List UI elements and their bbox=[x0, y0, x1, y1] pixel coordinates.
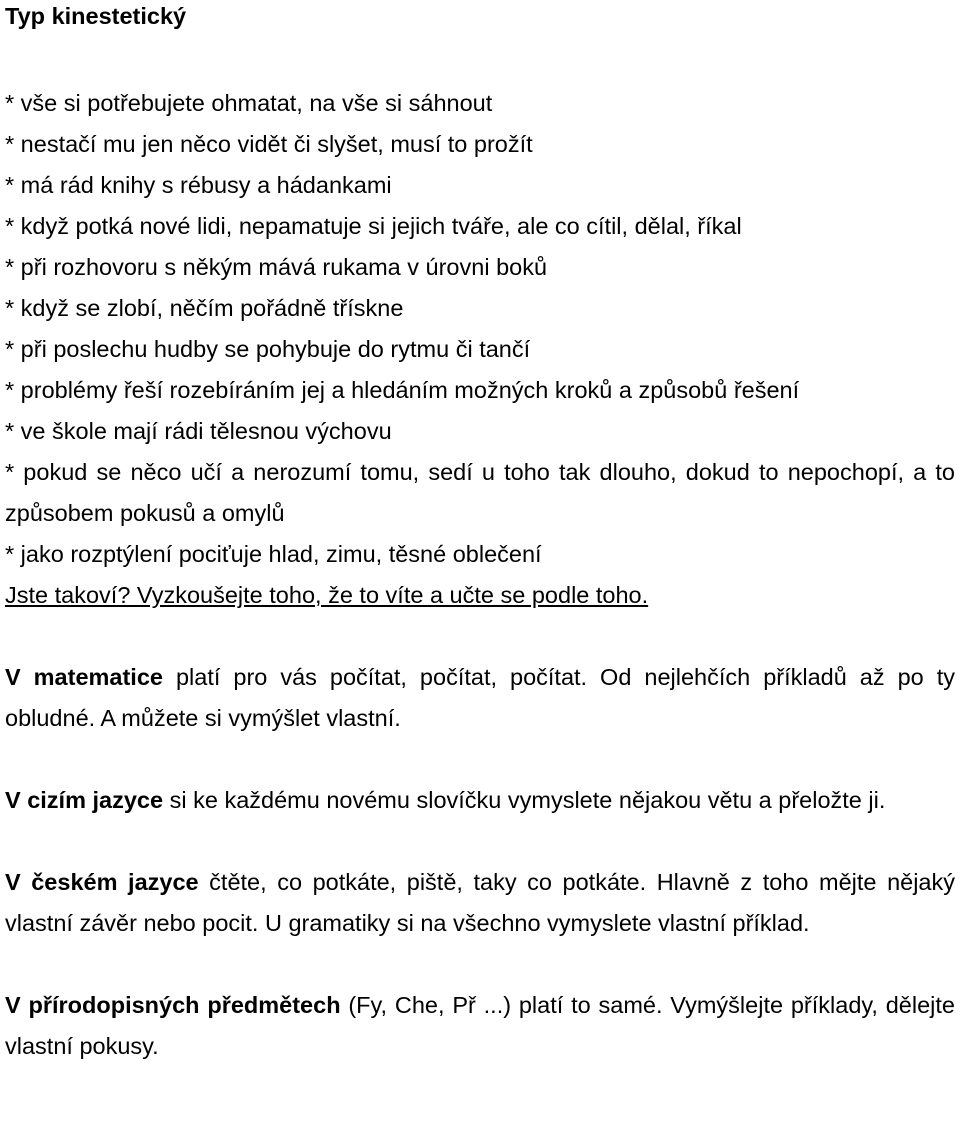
list-item: * když potká nové lidi, nepamatuje si jejich tváře, ale co cítil, dělal, říkal bbox=[5, 213, 742, 239]
list-item: * pokud se něco učí a nerozumí tomu, sedí u toho tak dlouho, dokud to nepochopí, a to způsobem pokusů a omylů bbox=[5, 459, 955, 526]
paragraph-foreign-language bbox=[5, 780, 955, 821]
paragraph-czech-language bbox=[5, 862, 955, 944]
list-item: * vše si potřebujete ohmatat, na vše si sáhnout bbox=[5, 90, 493, 116]
document-title: Typ kinestetický bbox=[5, 3, 187, 29]
list-item: * ve škole mají rádi tělesnou výchovu bbox=[5, 418, 392, 444]
paragraph-heading: V přírodopisných předmětech bbox=[5, 992, 341, 1018]
paragraph-text: si ke každému novému slovíčku vymyslete nějakou větu a přeložte ji. bbox=[163, 787, 886, 813]
paragraph-science bbox=[5, 985, 955, 1067]
paragraph-text: (Fy, Che, Př ...) platí to samé. Vymýšlejte příklady, dělejte vlastní pokusy. bbox=[5, 992, 955, 1059]
paragraph-text: čtěte, co potkáte, piště, taky co potkáte. Hlavně z toho mějte nějaký vlastní závěr nebo pocit. U gramatiky si na všechno vymyslete vlastní příklad. bbox=[5, 869, 955, 936]
paragraph-math bbox=[5, 657, 955, 739]
list-item: * při poslechu hudby se pohybuje do rytmu či tančí bbox=[5, 336, 531, 362]
paragraph-heading: V matematice bbox=[5, 664, 163, 690]
list-item: * při rozhovoru s někým mává rukama v úrovni boků bbox=[5, 254, 548, 280]
paragraph-text: platí pro vás počítat, počítat, počítat. Od nejlehčích příkladů až po ty obludné. A můžete si vymýšlet vlastní. bbox=[5, 664, 955, 731]
list-item: * jako rozptýlení pociťuje hlad, zimu, těsné oblečení bbox=[5, 541, 542, 567]
document-page bbox=[5, 0, 955, 1067]
list-item: * nestačí mu jen něco vidět či slyšet, musí to prožít bbox=[5, 131, 533, 157]
trait-list bbox=[5, 83, 955, 575]
paragraph-heading: V českém jazyce bbox=[5, 869, 199, 895]
question-line: Jste takoví? Vyzkoušejte toho, že to víte a učte se podle toho. bbox=[5, 582, 649, 608]
list-item: * má rád knihy s rébusy a hádankami bbox=[5, 172, 392, 198]
list-item: * když se zlobí, něčím pořádně třískne bbox=[5, 295, 404, 321]
paragraph-heading: V cizím jazyce bbox=[5, 787, 164, 813]
list-item: * problémy řeší rozebíráním jej a hledáním možných kroků a způsobů řešení bbox=[5, 377, 800, 403]
